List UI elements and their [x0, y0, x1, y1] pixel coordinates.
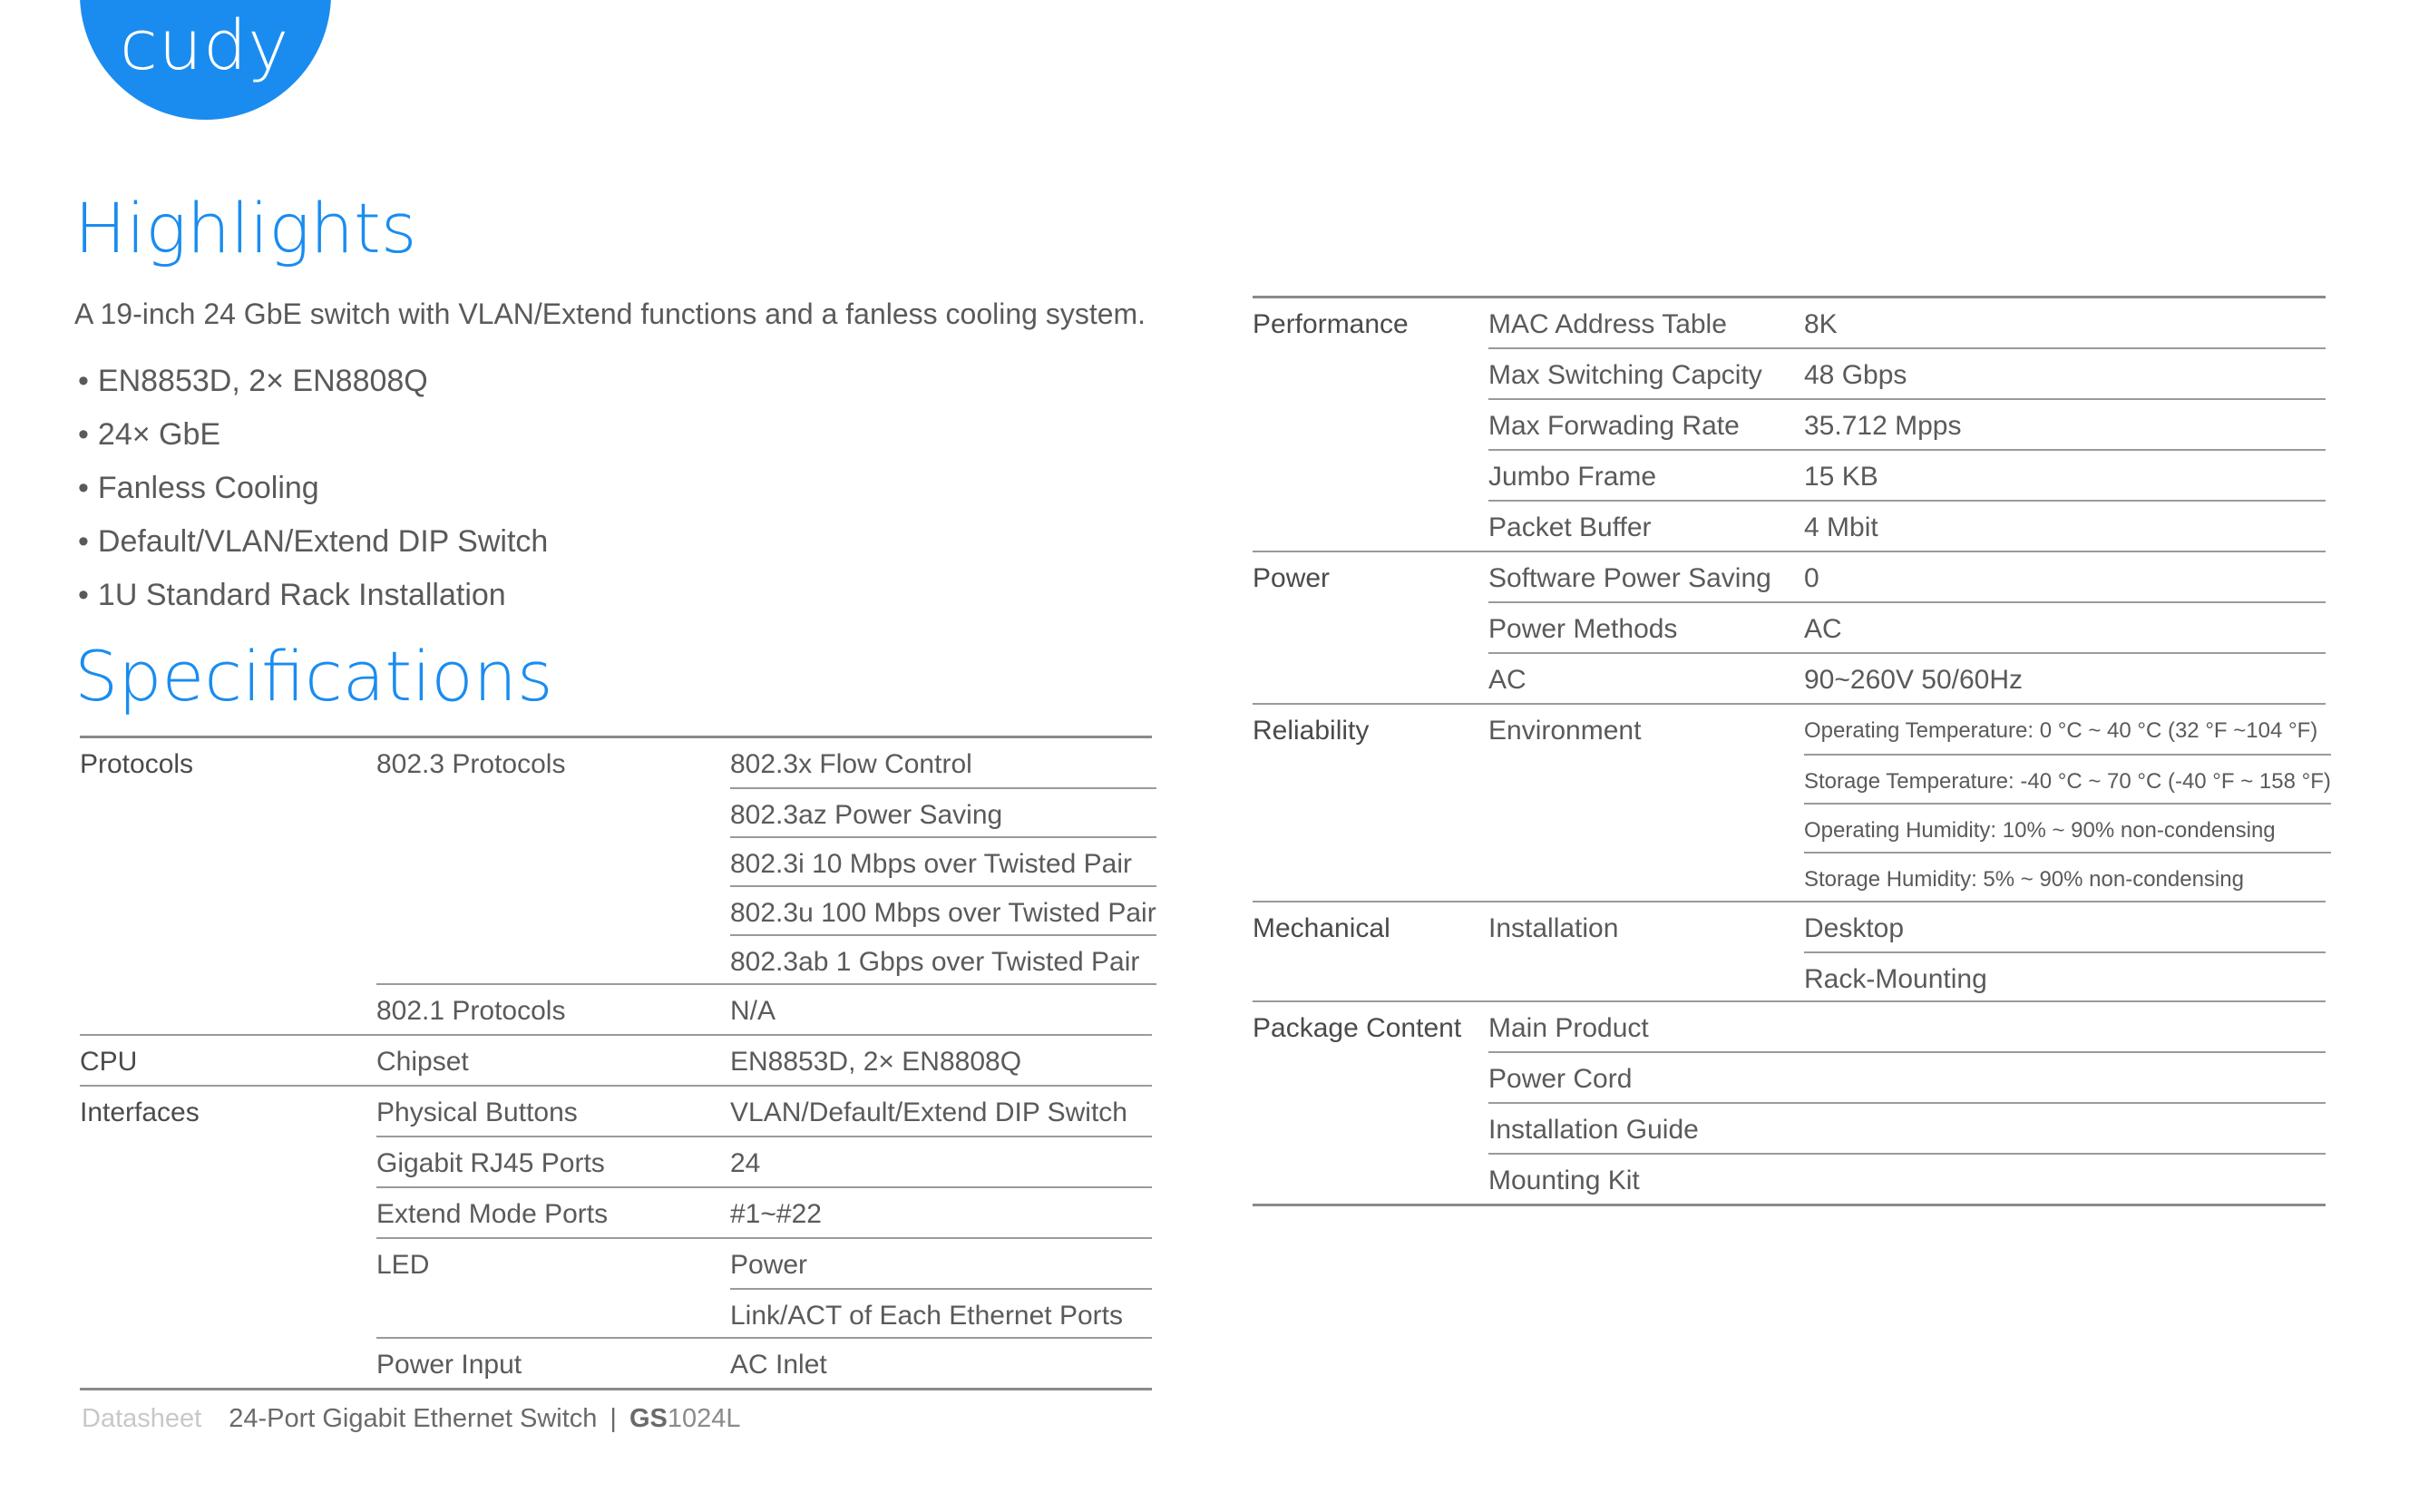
- highlights-list: [78, 359, 548, 627]
- spec-row-label: MAC Address Table: [1488, 309, 1727, 339]
- highlight-item: • EN8853D, 2× EN8808Q: [78, 359, 548, 413]
- spec-row-label: Installation Guide: [1488, 1115, 1699, 1145]
- spec-row-label: Power Methods: [1488, 614, 1678, 644]
- spec-row-label: Software Power Saving: [1488, 563, 1771, 593]
- highlight-item: • 1U Standard Rack Installation: [78, 573, 548, 627]
- spec-row-label: 802.3 Protocols: [376, 749, 566, 779]
- spec-row: [1488, 500, 2326, 551]
- spec-value: 15 KB: [1804, 462, 1878, 492]
- spec-row: [1488, 552, 2326, 601]
- spec-row-label: Jumbo Frame: [1488, 462, 1657, 492]
- spec-value: 35.712 Mpps: [1804, 411, 1962, 441]
- spec-table-left: [80, 736, 1156, 1390]
- spec-row: [376, 983, 1156, 1034]
- spec-group-performance: [1253, 298, 2326, 551]
- spec-value: Operating Temperature: 0 °C ~ 40 °C (32 °F ~104 °F): [1804, 718, 2318, 743]
- footer-model-prefix: GS: [629, 1404, 668, 1433]
- spec-group-interfaces: [80, 1085, 1152, 1388]
- spec-row: [1488, 652, 2326, 703]
- spec-value: 802.3ab 1 Gbps over Twisted Pair: [730, 934, 1156, 983]
- footer-separator: |: [610, 1404, 617, 1433]
- footer: [82, 1404, 741, 1434]
- spec-value: 802.3i 10 Mbps over Twisted Pair: [730, 836, 1156, 885]
- spec-row-label: Main Product: [1488, 1013, 1649, 1043]
- spec-row: [1488, 1102, 2326, 1153]
- spec-group-label: Package Content: [1253, 1013, 1462, 1043]
- spec-group-label: Mechanical: [1253, 913, 1390, 943]
- spec-group-cpu: [80, 1034, 1152, 1085]
- spec-row-label: Max Forwading Rate: [1488, 411, 1740, 441]
- spec-row: [1488, 601, 2326, 652]
- spec-group-label: Power: [1253, 563, 1331, 593]
- spec-row-label: 802.1 Protocols: [376, 996, 566, 1026]
- footer-doc-type: Datasheet: [82, 1404, 202, 1433]
- spec-value: 48 Gbps: [1804, 360, 1907, 390]
- spec-value: #1~#22: [730, 1199, 822, 1229]
- specifications-title: Specifications: [74, 636, 553, 717]
- footer-product: 24-Port Gigabit Ethernet Switch: [229, 1404, 598, 1433]
- highlight-item: • 24× GbE: [78, 413, 548, 466]
- logo-text: cudy: [120, 5, 290, 85]
- spec-value: 90~260V 50/60Hz: [1804, 665, 2024, 695]
- spec-row: [376, 1186, 1152, 1237]
- spec-group-label: Performance: [1253, 309, 1409, 339]
- spec-row: [376, 1036, 1152, 1085]
- spec-row-label: LED: [376, 1250, 430, 1280]
- spec-group-mechanical: [1253, 901, 2326, 1000]
- spec-group-label: Protocols: [80, 749, 194, 779]
- spec-value: 24: [730, 1148, 761, 1178]
- spec-row: [376, 1337, 1152, 1388]
- spec-row: [1488, 705, 2331, 901]
- spec-group-power: [1253, 551, 2326, 703]
- highlight-item: • Default/VLAN/Extend DIP Switch: [78, 520, 548, 573]
- spec-row-label: Gigabit RJ45 Ports: [376, 1148, 605, 1178]
- spec-table-right: [1253, 296, 2331, 1206]
- spec-value: Storage Temperature: -40 °C ~ 70 °C (-40 °F ~ 158 °F): [1804, 754, 2331, 803]
- spec-row: [1488, 298, 2326, 347]
- spec-row: [1488, 1153, 2326, 1204]
- spec-value: 802.3u 100 Mbps over Twisted Pair: [730, 885, 1156, 934]
- spec-group-package-content: [1253, 1000, 2326, 1204]
- spec-row: [1488, 449, 2326, 500]
- spec-row-label: Environment: [1488, 716, 1642, 746]
- spec-row: [1488, 398, 2326, 449]
- spec-value: 0: [1804, 563, 1819, 593]
- spec-row-label: Power Cord: [1488, 1064, 1633, 1094]
- spec-value: 8K: [1804, 309, 1838, 339]
- spec-value: AC: [1804, 614, 1842, 644]
- spec-value: AC Inlet: [730, 1350, 827, 1380]
- spec-group-reliability: [1253, 703, 2331, 901]
- spec-value: Desktop: [1804, 913, 1905, 943]
- spec-row-label: Mounting Kit: [1488, 1166, 1640, 1195]
- spec-row-label: Packet Buffer: [1488, 512, 1652, 542]
- spec-value: EN8853D, 2× EN8808Q: [730, 1047, 1022, 1077]
- spec-row-label: AC: [1488, 665, 1527, 695]
- footer-model-suffix: 1024L: [667, 1404, 741, 1433]
- spec-group-label: Reliability: [1253, 716, 1370, 746]
- spec-value: 802.3x Flow Control: [730, 749, 972, 779]
- spec-row-label: Extend Mode Ports: [376, 1199, 609, 1229]
- spec-value: VLAN/Default/Extend DIP Switch: [730, 1097, 1127, 1127]
- spec-row: [1488, 902, 2326, 1000]
- spec-row: [376, 1087, 1152, 1136]
- spec-value: Operating Humidity: 10% ~ 90% non-condensing: [1804, 803, 2331, 852]
- spec-row-label: Power Input: [376, 1350, 522, 1380]
- spec-row-label: Installation: [1488, 913, 1619, 943]
- highlights-title: Highlights: [74, 188, 417, 268]
- spec-value: Rack-Mounting: [1804, 951, 2326, 1000]
- spec-group-label: Interfaces: [80, 1097, 200, 1127]
- spec-row-label: Physical Buttons: [376, 1097, 578, 1127]
- spec-value: Power: [730, 1250, 808, 1280]
- spec-value: N/A: [730, 996, 776, 1026]
- spec-value: Link/ACT of Each Ethernet Ports: [730, 1288, 1152, 1337]
- spec-row-label: Max Switching Capcity: [1488, 360, 1762, 390]
- spec-row: [376, 1136, 1152, 1186]
- spec-row: [376, 1237, 1152, 1337]
- spec-value: 4 Mbit: [1804, 512, 1878, 542]
- spec-value: 802.3az Power Saving: [730, 787, 1156, 836]
- spec-group-label: CPU: [80, 1047, 138, 1077]
- spec-group-protocols: [80, 738, 1156, 1034]
- highlights-description: A 19-inch 24 GbE switch with VLAN/Extend functions and a fanless cooling system.: [74, 298, 1146, 330]
- spec-row: [1488, 1051, 2326, 1102]
- spec-row: [376, 738, 1156, 983]
- spec-value: Storage Humidity: 5% ~ 90% non-condensing: [1804, 852, 2331, 901]
- spec-row: [1488, 347, 2326, 398]
- spec-row-label: Chipset: [376, 1047, 469, 1077]
- highlight-item: • Fanless Cooling: [78, 466, 548, 520]
- spec-row: [1488, 1002, 2326, 1051]
